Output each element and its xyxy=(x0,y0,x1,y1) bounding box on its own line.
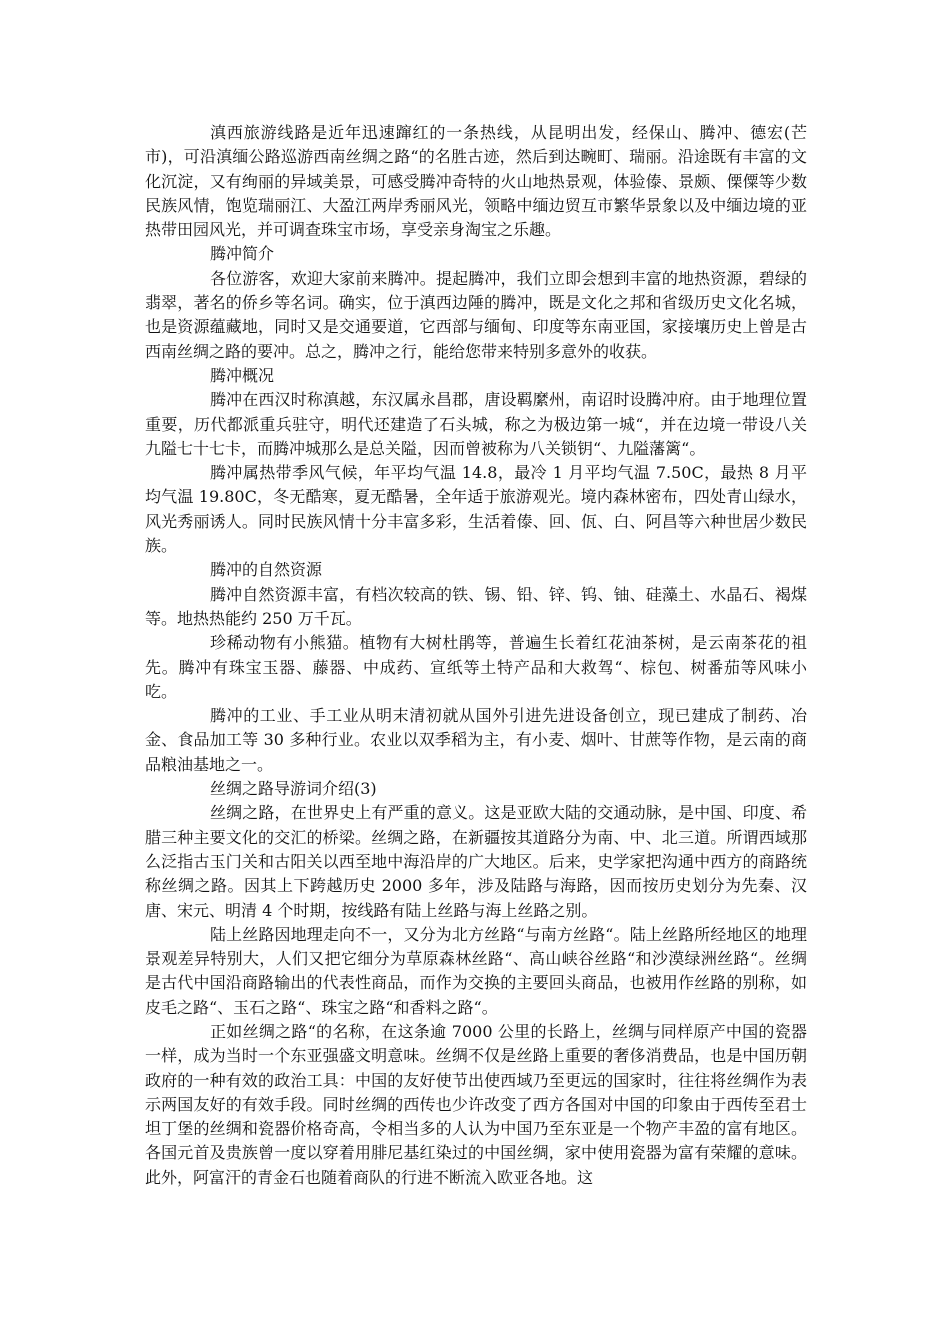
climate-paragraph: 腾冲属热带季风气候，年平均气温 14.8，最冷 1 月平均气温 7.50C，最热 8 月平均气温 19.80C，冬无酷寒，夏无酷暑，全年适于旅游观光。境内森林密布，四处青山绿水，风光秀丽诱人。同时民族风情十分丰富多彩，生活着傣、回、佤、白、阿昌等六种世居少数民族。 xyxy=(145,463,807,556)
heading-tengchong-intro: 腾冲简介 xyxy=(210,244,275,264)
industry-paragraph: 腾冲的工业、手工业从明末清初就从国外引进先进设备创立，现已建成了制药、冶金、食品加工等 30 多种行业。农业以双季稻为主，有小麦、烟叶、甘蔗等作物，是云南的商品粮油基地之一。 xyxy=(145,706,807,774)
minerals-paragraph: 腾冲自然资源丰富，有档次较高的铁、锡、铅、锌、钨、铀、硅藻土、水晶石、褐煤等。地热热能约 250 万千瓦。 xyxy=(145,584,807,628)
history-paragraph: 腾冲在西汉时称滇越，东汉属永昌郡，唐设羁縻州，南诏时设腾冲府。由于地理位置重要，历代都派重兵驻守，明代还建造了石头城，称之为极边第一城“，并在边境一带设八关九隘七十七卡，而腾冲城那么是总关隘，因而曾被称为八关锁钥“、九隘藩篱“。 xyxy=(145,390,807,458)
silk-road-paragraph-3: 正如丝绸之路“的名称，在这条逾 7000 公里的长路上，丝绸与同样原产中国的瓷器一样，成为当时一个东亚强盛文明意味。丝绸不仅是丝路上重要的奢侈消费品，也是中国历朝政府的一种有效的政治工具：中国的友好使节出使西域乃至更远的国家时，往往将丝绸作为表示两国友好的有效手段。同时丝绸的西传也少许改变了西方各国对中国的印象由于西传至君士坦丁堡的丝绸和瓷器价格奇高，令相当多的人认为中国乃至东亚是一个物产丰盈的富有地区。各国元首及贵族曾一度以穿着用腓尼基红染过的中国丝绸，家中使用瓷器为富有荣耀的意味。此外，阿富汗的青金石也随着商队的行进不断流入欧亚各地。这 xyxy=(145,1021,807,1187)
fauna-flora-paragraph: 珍稀动物有小熊猫。植物有大树杜鹃等，普遍生长着红花油茶树，是云南茶花的祖先。腾冲有珠宝玉器、藤器、中成药、宣纸等土特产品和大救驾“、棕包、树番茄等风味小吃。 xyxy=(145,633,807,701)
heading-natural-resources: 腾冲的自然资源 xyxy=(210,560,323,580)
document-page xyxy=(145,121,807,1190)
intro-paragraph: 滇西旅游线路是近年迅速蹿红的一条热线，从昆明出发，经保山、腾冲、德宏(芒市)，可沿滇缅公路巡游西南丝绸之路“的名胜古迹，然后到达畹町、瑞丽。沿途既有丰富的文化沉淀，又有绚丽的异域美景，可感受腾冲奇特的火山地热景观，体验傣、景颇、傈僳等少数民族风情，饱览瑞丽江、大盈江两岸秀丽风光，领略中缅边贸互市繁华景象以及中缅边境的亚热带田园风光，并可调查珠宝市场，享受亲身淘宝之乐趣。 xyxy=(145,123,807,240)
heading-silk-road-guide: 丝绸之路导游词介绍(3) xyxy=(210,779,377,799)
silk-road-paragraph-2: 陆上丝路因地理走向不一，又分为北方丝路“与南方丝路“。陆上丝路所经地区的地理景观差异特别大，人们又把它细分为草原森林丝路“、高山峡谷丝路“和沙漠绿洲丝路“。丝绸是古代中国沿商路输出的代表性商品，而作为交换的主要回头商品，也被用作丝路的别称，如皮毛之路“、玉石之路“、珠宝之路“和香料之路“。 xyxy=(145,924,807,1017)
silk-road-paragraph-1: 丝绸之路，在世界史上有严重的意义。这是亚欧大陆的交通动脉，是中国、印度、希腊三种主要文化的交汇的桥梁。丝绸之路，在新疆按其道路分为南、中、北三道。所谓西域那么泛指古玉门关和古阳关以西至地中海沿岸的广大地区。后来，史学家把沟通中西方的商路统称丝绸之路。因其上下跨越历史 2000 多年，涉及陆路与海路，因而按历史划分为先秦、汉唐、宋元、明清 4 个时期，按线路有陆上丝路与海上丝路之别。 xyxy=(145,803,807,920)
heading-tengchong-overview: 腾冲概况 xyxy=(210,365,275,385)
tengchong-intro-paragraph: 各位游客，欢迎大家前来腾冲。提起腾冲，我们立即会想到丰富的地热资源，碧绿的翡翠，著名的侨乡等名词。确实，位于滇西边陲的腾冲，既是文化之邦和省级历史文化名城，也是资源蕴藏地，同时又是交通要道，它西部与缅甸、印度等东南亚国，家接壤历史上曾是古西南丝绸之路的要冲。总之，腾冲之行，能给您带来特别多意外的收获。 xyxy=(145,268,807,361)
